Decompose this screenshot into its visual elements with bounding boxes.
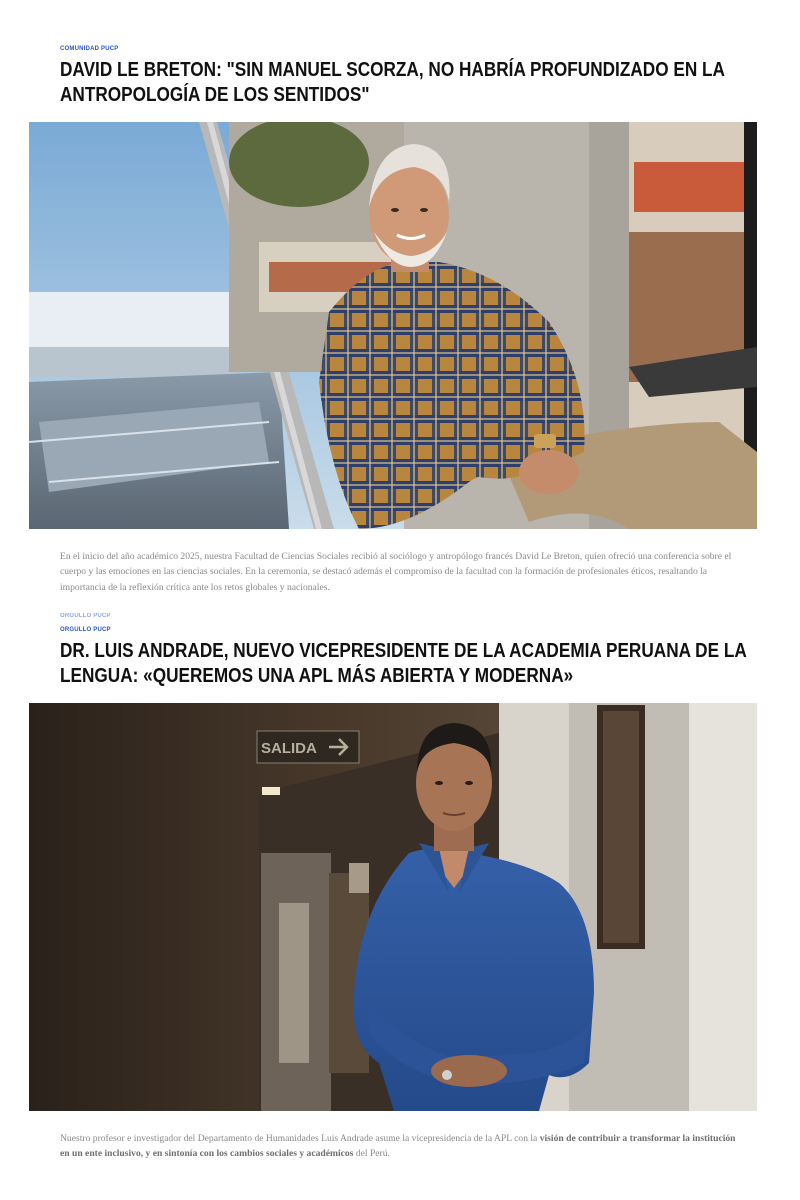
category-label-overlap: ORGULLO PUCP — [60, 613, 111, 619]
photo-le-breton-illustration — [29, 122, 757, 529]
summary-text-c: del Perú. — [353, 1148, 390, 1160]
summary-text-highlight: visión de contribuir a transformar la institución en un ente inclusivo, y en sintonía con los cambios sociales y académicos — [60, 1133, 736, 1160]
summary-text-a: Nuestro profesor e investigador del Departamento de Humanidades Luis Andrade asume la vicepresidencia de la APL con la — [60, 1133, 540, 1144]
article-photo[interactable] — [29, 122, 757, 529]
article-summary: En el inicio del año académico 2025, nuestra Facultad de Ciencias Sociales recibió al sociólogo y antropólogo francés David Le Breton, quien ofreció una conferencia sobre el cuerpo y las emociones en las ciencias sociales. En la ceremonia, se destacó además el compromiso de la facultad con la formación de profesionales éticos, resaltando la importancia de la reflexión crítica ante los retos globales y nacionales. — [60, 551, 732, 593]
category-label[interactable]: COMUNIDAD PUCP — [60, 46, 119, 52]
article-title[interactable]: DAVID LE BRETON: "SIN MANUEL SCORZA, NO HABRÍA PROFUNDIZADO EN LA ANTROPOLOGÍA DE LOS SENTIDOS" — [60, 59, 725, 106]
article-summary — [60, 1131, 740, 1162]
exit-sign-text: SALIDA — [261, 740, 317, 757]
category-label[interactable]: ORGULLO PUCP — [60, 627, 111, 633]
article-title[interactable]: DR. LUIS ANDRADE, NUEVO VICEPRESIDENTE DE LA ACADEMIA PERUANA DE LA LENGUA: «QUEREMOS UNA APL MÁS ABIERTA Y MODERNA» — [60, 640, 747, 687]
photo-andrade-illustration — [29, 703, 757, 1111]
article-photo[interactable] — [29, 703, 757, 1111]
